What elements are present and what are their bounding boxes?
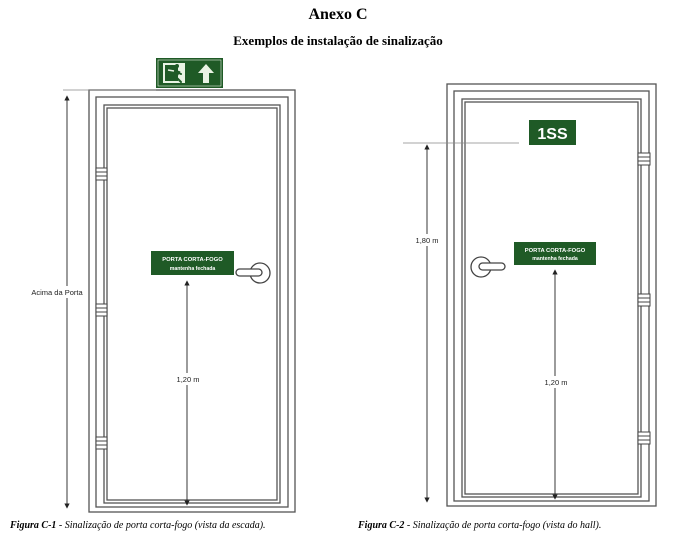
- caption-figure-c2: [358, 520, 601, 531]
- caption-label: Figura C-2: [358, 520, 405, 531]
- dimension-label-above-door: Acima da Porta: [31, 288, 83, 297]
- dimension-line-sign: [540, 272, 572, 497]
- dimension-line-sign: [172, 283, 204, 503]
- hinge-icon: [96, 168, 107, 180]
- exit-sign: [156, 58, 223, 88]
- dimension-label-1-80: 1,80 m: [415, 236, 439, 245]
- door-sign-c2: [514, 242, 596, 265]
- figure-c1: [30, 58, 295, 512]
- door-sign-c1: [151, 251, 234, 275]
- door-handle-icon: [471, 257, 505, 277]
- caption-label: Figura C-1: [10, 520, 57, 531]
- hinge-icon: [96, 304, 107, 316]
- caption-text: - Sinalização de porta corta-fogo (vista da escada).: [56, 520, 266, 531]
- door-frame-c2: [447, 84, 656, 506]
- caption-figure-c1: [10, 520, 266, 531]
- figure-c2: [403, 84, 656, 506]
- hinge-icon: [96, 437, 107, 449]
- annex-title: Anexo C: [308, 6, 368, 23]
- dimension-line-floor-sign: [403, 143, 519, 500]
- door-sign-line2: mantenha fechada: [532, 256, 578, 262]
- hinge-icon: [638, 432, 650, 444]
- door-handle-icon: [236, 263, 270, 283]
- hinge-icon: [638, 294, 650, 306]
- caption-text: - Sinalização de porta corta-fogo (vista do hall).: [404, 520, 602, 531]
- door-frame-c1: [89, 90, 295, 512]
- door-sign-line1: PORTA CORTA-FOGO: [524, 248, 586, 254]
- annex-subtitle: Exemplos de instalação de sinalização: [233, 33, 443, 48]
- dimension-label-1-20: 1,20 m: [544, 378, 568, 387]
- floor-sign-text: 1SS: [537, 126, 568, 143]
- hinge-icon: [638, 153, 650, 165]
- dimension-label-1-20: 1,20 m: [176, 375, 200, 384]
- floor-sign: [529, 120, 576, 145]
- door-sign-line2: mantenha fechada: [169, 266, 216, 272]
- running-man-icon: [163, 63, 185, 83]
- dimension-line-door: [30, 90, 156, 506]
- door-sign-line1: PORTA CORTA-FOGO: [162, 257, 223, 263]
